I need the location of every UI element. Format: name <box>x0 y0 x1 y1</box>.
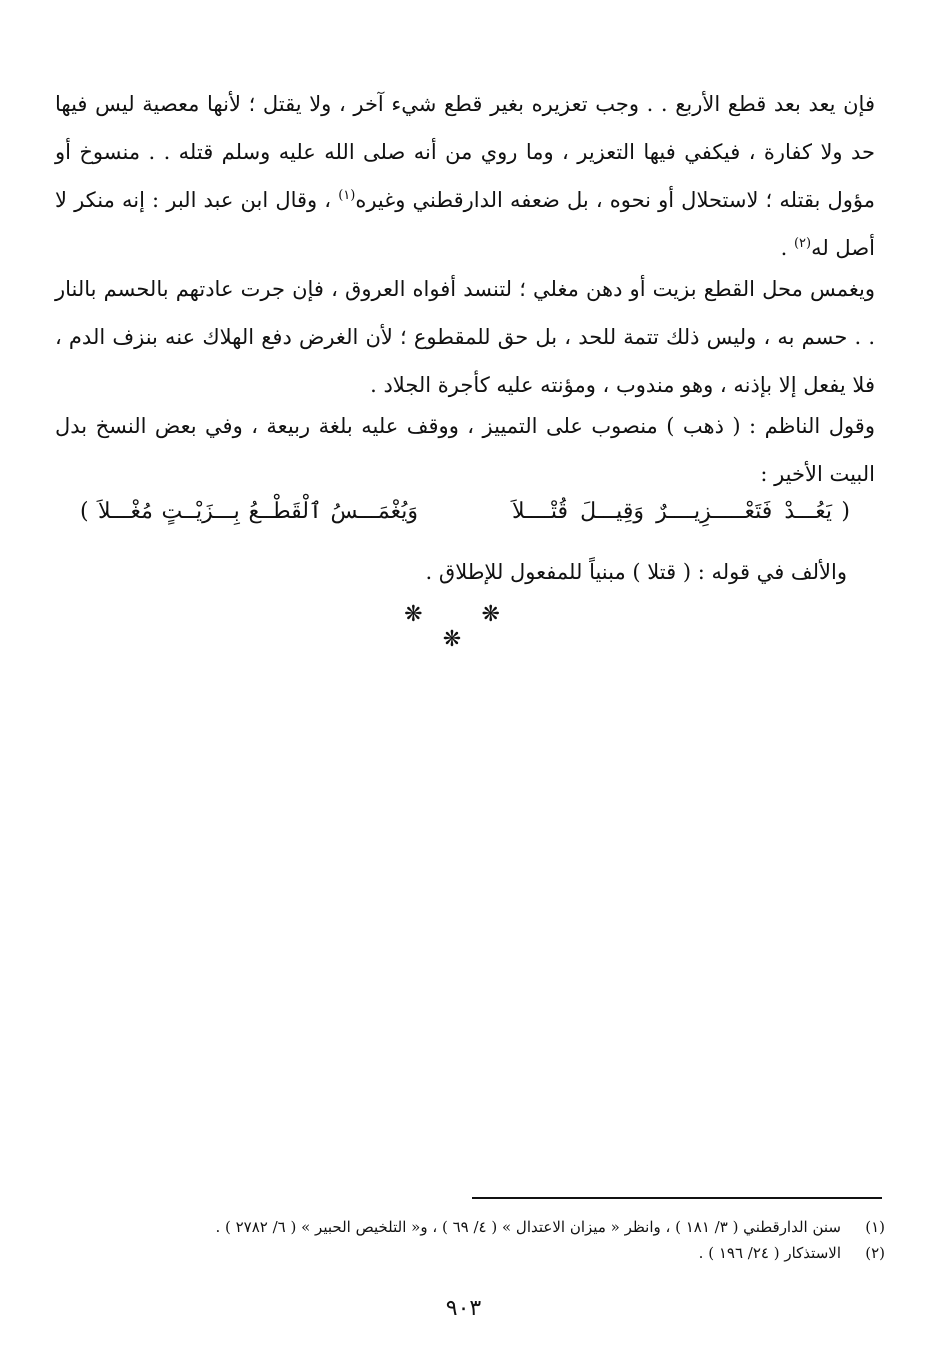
footnote-ref-1: (١) <box>338 188 356 203</box>
paragraph-2: ويغمس محل القطع بزيت أو دهن مغلي ؛ لتنسد أفواه العروق ، فإن جرت عادتهم بالحسم بالنار . . حسم به ، وليس ذلك تتمة للحد ، بل حق للمقطوع ؛ لأن الغرض دفع الهلاك عنه بنزف الدم ، فلا يفعل إلا بإذنه ، وهو مندوب ، ومؤنته عليه كأجرة الجلاد . <box>55 277 875 397</box>
paragraph-1-text-b: ، وقال ابن عبد البر : إنه منكر لا أصل له <box>55 188 875 260</box>
footnote-2-number: (٢) <box>865 1244 885 1262</box>
paragraph-1 <box>55 80 875 272</box>
paragraph-3: وقول الناظم : ( ذهب ) منصوب على التمييز ، ووقف عليه بلغة ربيعة ، وفي بعض النسخ بدل البيت الأخير : <box>55 414 875 486</box>
verse-first-hemistich: يَعُـــدْ فَتَعْـــــزِيــــرٌ وَقِيـــلَ قُتْــــلاَ <box>512 499 832 524</box>
footnote-ref-2: (٢) <box>793 236 812 251</box>
footnote-1-number: (١) <box>865 1218 885 1236</box>
footnote-1 <box>120 1214 885 1240</box>
footnote-divider <box>472 1197 882 1199</box>
footnote-1-text: سنن الدارقطني ( ٣/ ١٨١ ) ، وانظر « ميزان الاعتدال » ( ٤/ ٦٩ ) ، و« التلخيص الحبير » ( ٦/ ٢٧٨٢ ) . <box>215 1218 841 1236</box>
paragraph-1-text-c: . <box>780 236 794 260</box>
paragraph-4: والألف في قوله : ( قتلا ) مبنياً للمفعول للإطلاق . <box>425 560 847 584</box>
footnote-2-text: الاستذكار ( ٢٤/ ١٩٦ ) . <box>698 1244 841 1262</box>
footnote-2 <box>120 1240 885 1266</box>
verse-second-hemistich: وَيُغْمَـــسُ ٱلْقَطْــعُ بِـــزَيْــتٍ مُغْـــلاَ <box>98 499 418 524</box>
verse-close-paren: ) <box>80 499 89 524</box>
verse-open-paren: ( <box>841 499 850 524</box>
section-separator-stars: ❋ ❋ ❋ <box>404 602 526 652</box>
paragraph-1-text-a: فإن يعد بعد قطع الأربع . . وجب تعزيره بغير قطع شيء آخر ، ولا يقتل ؛ لأنها معصية ليس فيها حد ولا كفارة ، فيكفي فيها التعزير ، وما روي من أنه صلى الله عليه وسلم قتله . . منسوخ أو مؤول بقتله ؛ لاستحلال أو نحوه ، بل ضعفه الدارقطني وغيره <box>55 92 875 212</box>
poem-verse <box>80 488 850 536</box>
footnotes <box>120 1214 885 1266</box>
page-number: ٩٠٣ <box>445 1296 482 1321</box>
